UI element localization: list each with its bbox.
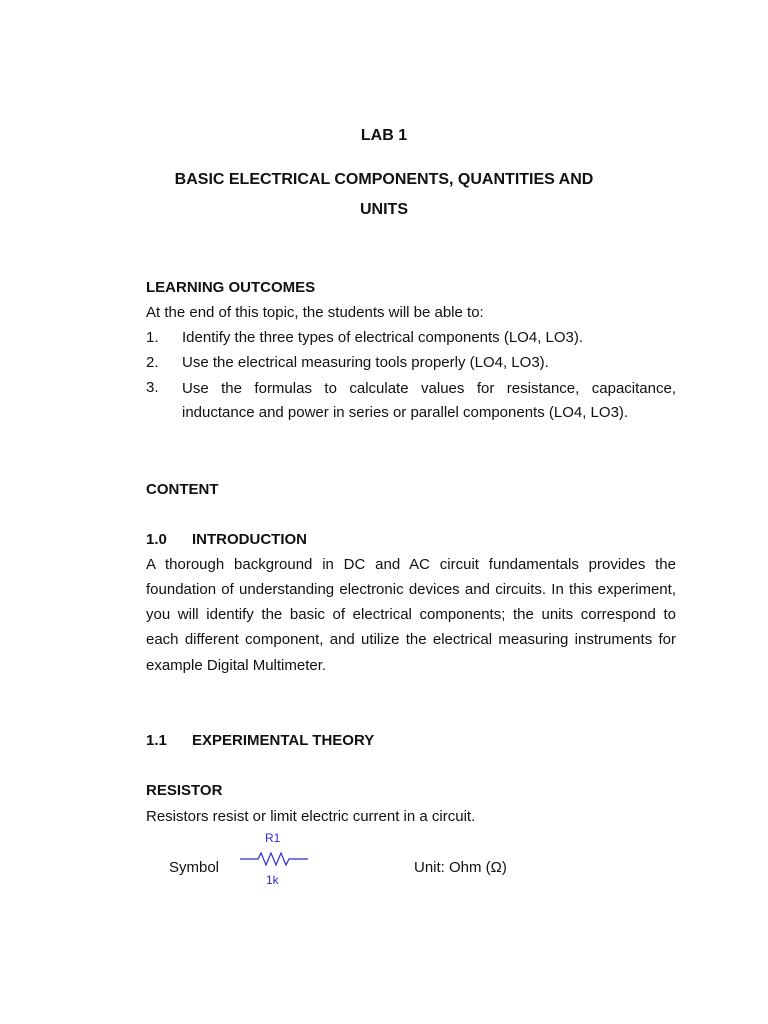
introduction-line: you will identify the basic of electrical components; the units correspond to [146,606,676,623]
introduction-line-last: example Digital Multimeter. [146,657,327,674]
lab-title: LAB 1 [360,127,408,144]
resistor-unit: Unit: Ohm (Ω) [414,859,507,876]
introduction-line: each different component, and utilize the electrical measuring instruments for [146,631,676,648]
outcome-text: Use the electrical measuring tools properly (LO4, LO3). [182,354,549,371]
main-title-line1: BASIC ELECTRICAL COMPONENTS, QUANTITIES AND [174,171,594,188]
outcome-text: Use the formulas to calculate values for resistance, capacitance, [182,380,676,397]
resistor-value: 1k [266,873,279,887]
learning-outcomes-intro: At the end of this topic, the students will be able to: [146,304,484,321]
outcome-text-continued: inductance and power in series or parallel components (LO4, LO3). [182,404,629,421]
introduction-line: foundation of understanding electronic devices and circuits. In this experiment, [146,581,676,598]
resistor-description: Resistors resist or limit electric current in a circuit. [146,808,476,825]
resistor-zigzag [240,853,308,865]
outcome-number: 2. [146,354,159,371]
theory-number: 1.1 [146,732,167,749]
content-heading: CONTENT [146,481,219,498]
introduction-heading: INTRODUCTION [192,531,307,548]
theory-heading: EXPERIMENTAL THEORY [192,732,375,749]
outcome-number: 1. [146,329,159,346]
main-title-line2: UNITS [360,201,408,218]
introduction-number: 1.0 [146,531,167,548]
learning-outcomes-heading: LEARNING OUTCOMES [146,279,316,296]
resistor-heading: RESISTOR [146,782,223,799]
symbol-label: Symbol [169,859,220,876]
outcome-text: Identify the three types of electrical components (LO4, LO3). [182,329,584,346]
outcome-number: 3. [146,379,159,396]
introduction-line: A thorough background in DC and AC circuit fundamentals provides the [146,556,676,573]
resistor-designator: R1 [265,831,281,845]
